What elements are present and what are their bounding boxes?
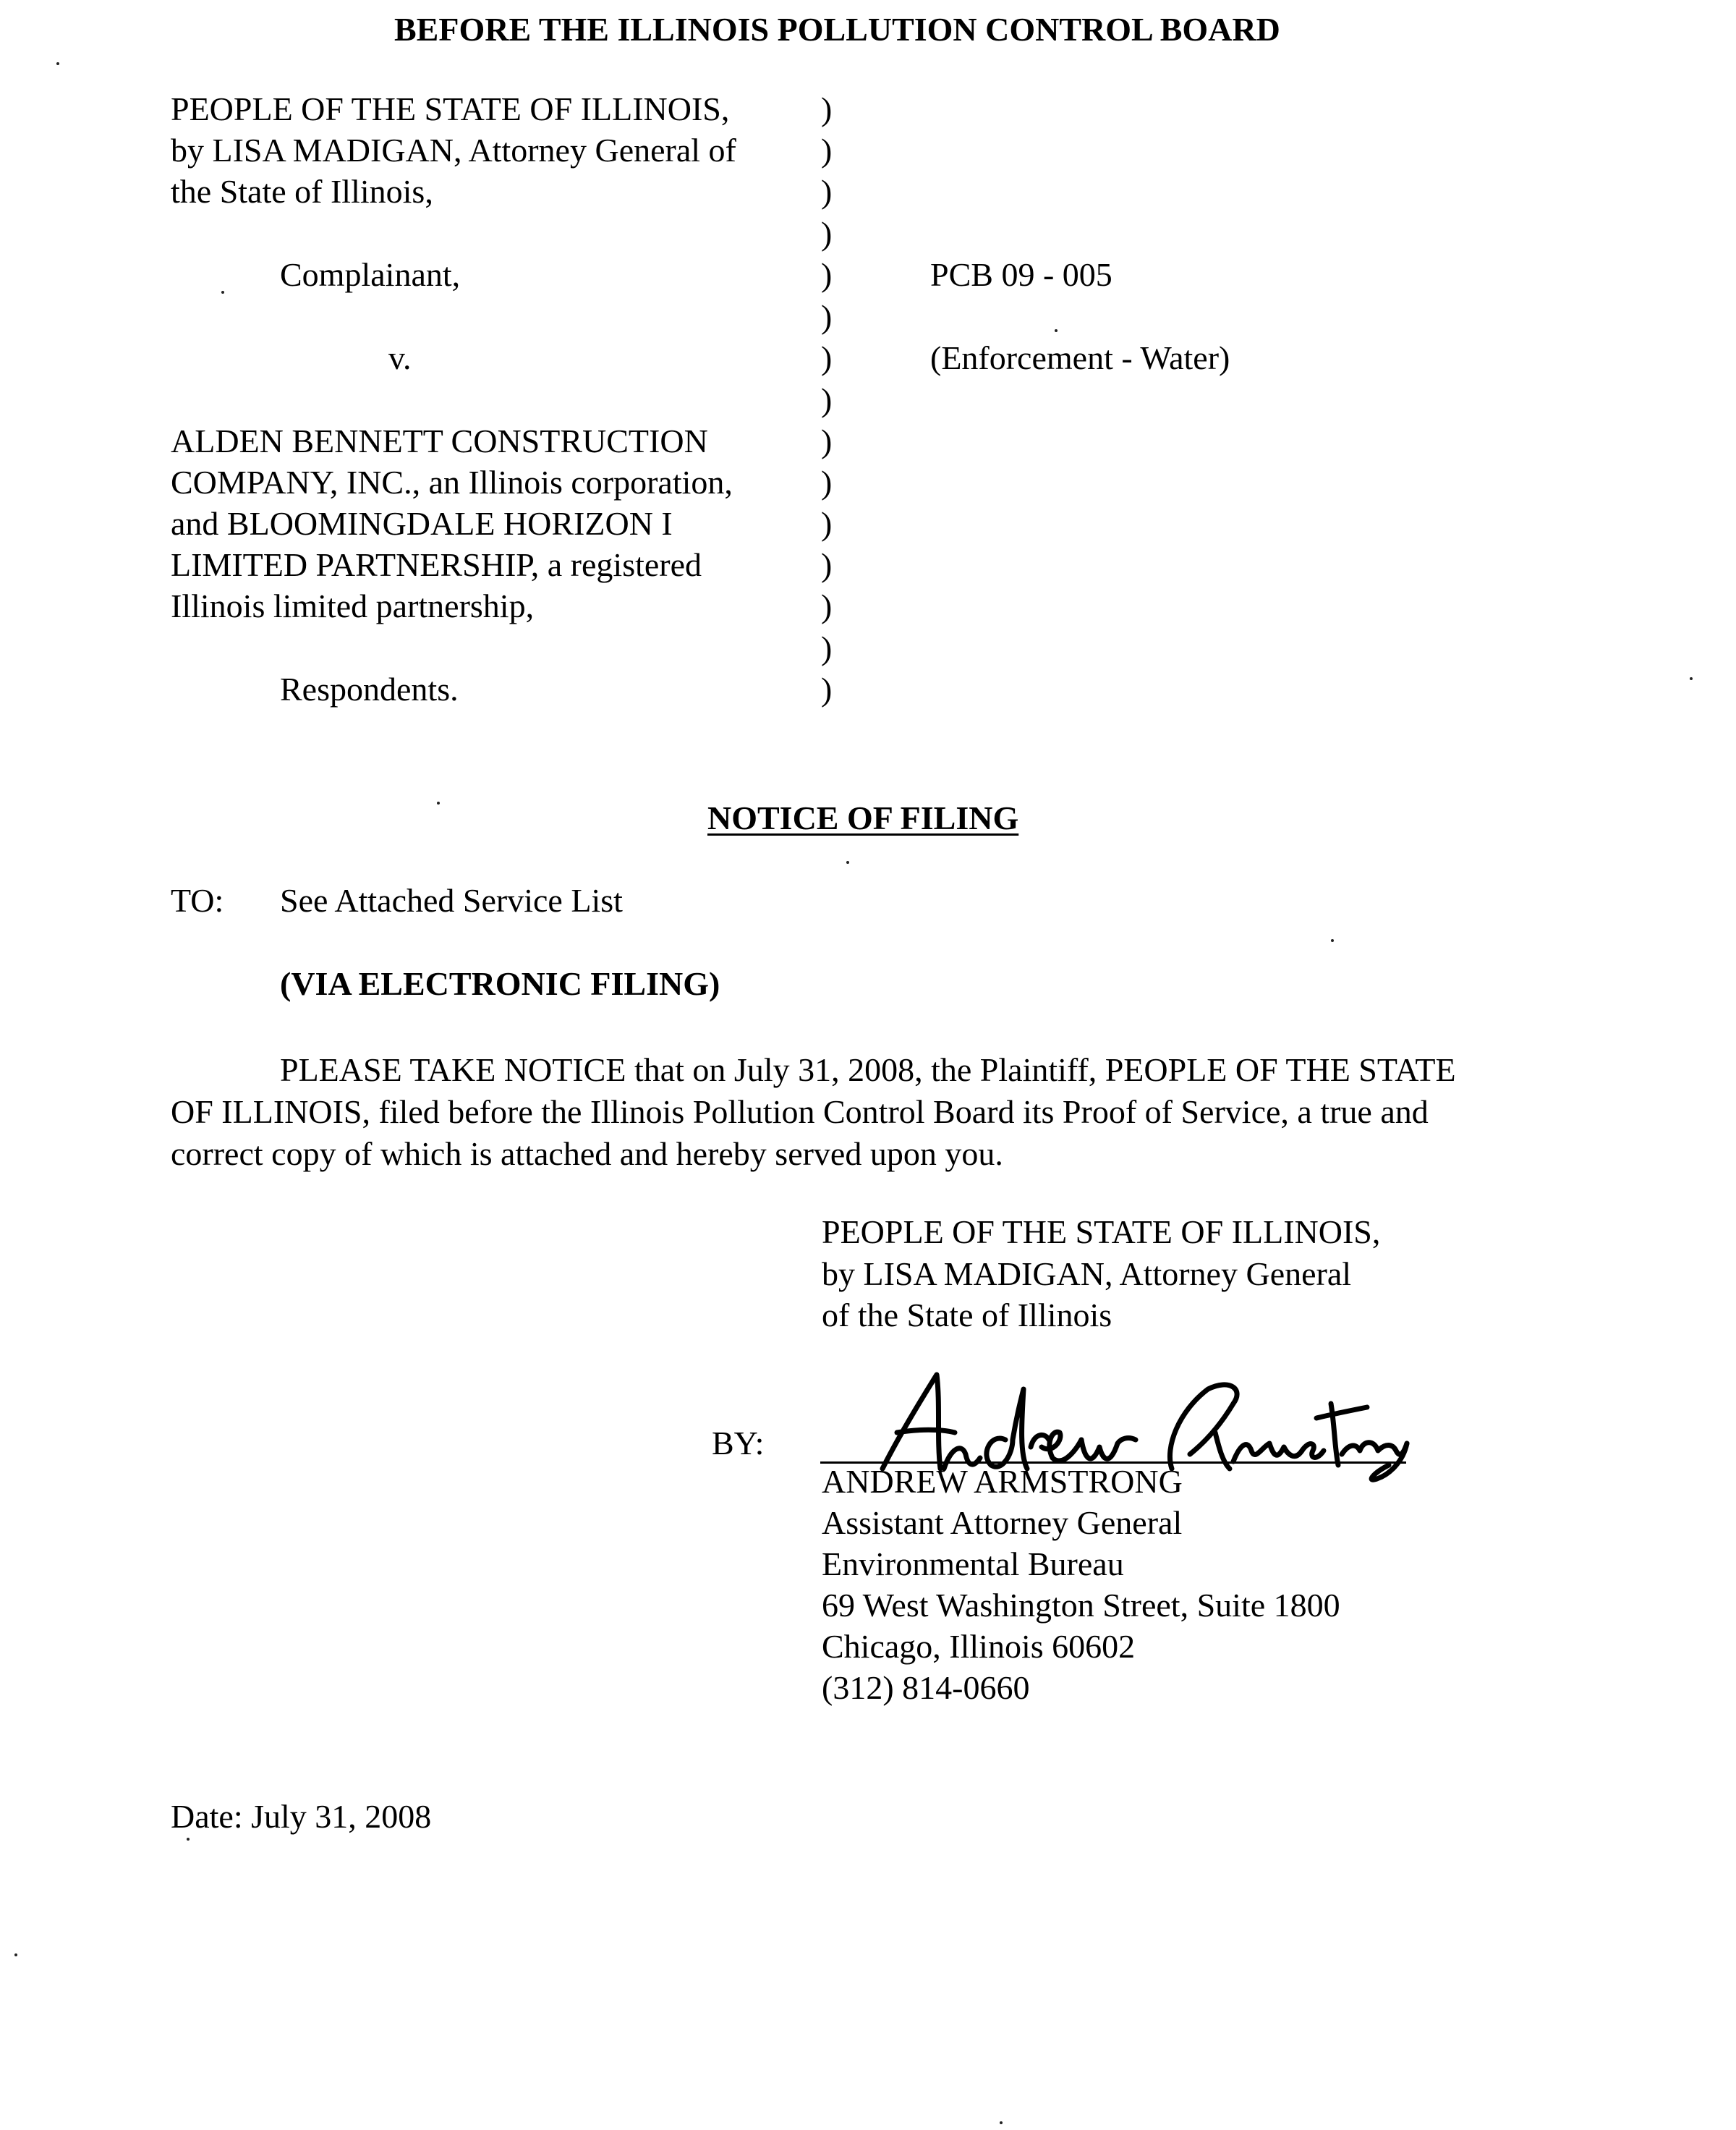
scan-speck (56, 62, 59, 65)
notice-body-line: OF ILLINOIS, filed before the Illinois Pollution Control Board its Proof of Service, a true and (171, 1093, 1429, 1130)
signer-title: Assistant Attorney General (822, 1504, 1183, 1541)
caption-paren: ) (821, 505, 833, 542)
scan-speck (14, 1953, 17, 1956)
signer-name: ANDREW ARMSTRONG (822, 1463, 1183, 1500)
notice-title: NOTICE OF FILING (707, 799, 1019, 836)
signature-party-line: of the State of Illinois (822, 1297, 1112, 1333)
signature-party-line: PEOPLE OF THE STATE OF ILLINOIS, (822, 1213, 1381, 1250)
caption-line-1: PEOPLE OF THE STATE OF ILLINOIS, (171, 90, 730, 127)
caption-line-respondent-4: LIMITED PARTNERSHIP, a registered (171, 546, 702, 583)
signer-address-street: 69 West Washington Street, Suite 1800 (822, 1587, 1340, 1624)
to-label: TO: (171, 882, 224, 919)
to-recipient: See Attached Service List (280, 882, 623, 919)
caption-line-respondent-2: COMPANY, INC., an Illinois corporation, (171, 464, 733, 501)
notice-body-line: correct copy of which is attached and hereby served upon you. (171, 1135, 1003, 1172)
signer-phone: (312) 814-0660 (822, 1669, 1030, 1706)
caption-paren: ) (821, 215, 833, 252)
caption-paren: ) (821, 132, 833, 169)
scan-speck (187, 1838, 190, 1841)
versus-label: v. (388, 339, 412, 376)
signer-address-city: Chicago, Illinois 60602 (822, 1628, 1136, 1665)
caption-paren: ) (821, 423, 833, 459)
case-type: (Enforcement - Water) (930, 339, 1230, 376)
notice-body (171, 1049, 1581, 1175)
scan-speck (221, 291, 224, 294)
scan-speck (846, 861, 849, 864)
respondents-label: Respondents. (280, 671, 459, 708)
caption-line-respondent-5: Illinois limited partnership, (171, 587, 535, 624)
caption-line-respondent-1: ALDEN BENNETT CONSTRUCTION (171, 423, 708, 459)
scan-speck (1331, 939, 1334, 942)
by-label: BY: (712, 1425, 765, 1461)
caption-line-respondent-3: and BLOOMINGDALE HORIZON I (171, 505, 673, 542)
caption-paren: ) (821, 381, 833, 418)
filing-date: Date: July 31, 2008 (171, 1798, 432, 1835)
caption-line-3: the State of Illinois, (171, 173, 433, 210)
filing-method: (VIA ELECTRONIC FILING) (280, 965, 720, 1002)
scan-speck (1055, 329, 1058, 332)
caption-paren: ) (821, 173, 833, 210)
caption-paren: ) (821, 339, 833, 376)
caption-line-2: by LISA MADIGAN, Attorney General of (171, 132, 736, 169)
case-number: PCB 09 - 005 (930, 256, 1112, 293)
caption-paren: ) (821, 298, 833, 335)
signer-bureau: Environmental Bureau (822, 1545, 1124, 1582)
scan-speck (1000, 2121, 1003, 2124)
scan-speck (437, 802, 440, 805)
complainant-label: Complainant, (280, 256, 461, 293)
signature-party-line: by LISA MADIGAN, Attorney General (822, 1255, 1352, 1292)
page-title: BEFORE THE ILLINOIS POLLUTION CONTROL BOARD (394, 11, 1280, 48)
scan-speck (1690, 677, 1693, 680)
caption-paren: ) (821, 256, 833, 293)
notice-body-line: PLEASE TAKE NOTICE that on July 31, 2008, the Plaintiff, PEOPLE OF THE STATE (280, 1051, 1456, 1088)
caption-paren: ) (821, 546, 833, 583)
caption-paren: ) (821, 671, 833, 708)
caption-paren: ) (821, 464, 833, 501)
caption-paren: ) (821, 90, 833, 127)
caption-paren: ) (821, 587, 833, 624)
caption-paren: ) (821, 629, 833, 666)
